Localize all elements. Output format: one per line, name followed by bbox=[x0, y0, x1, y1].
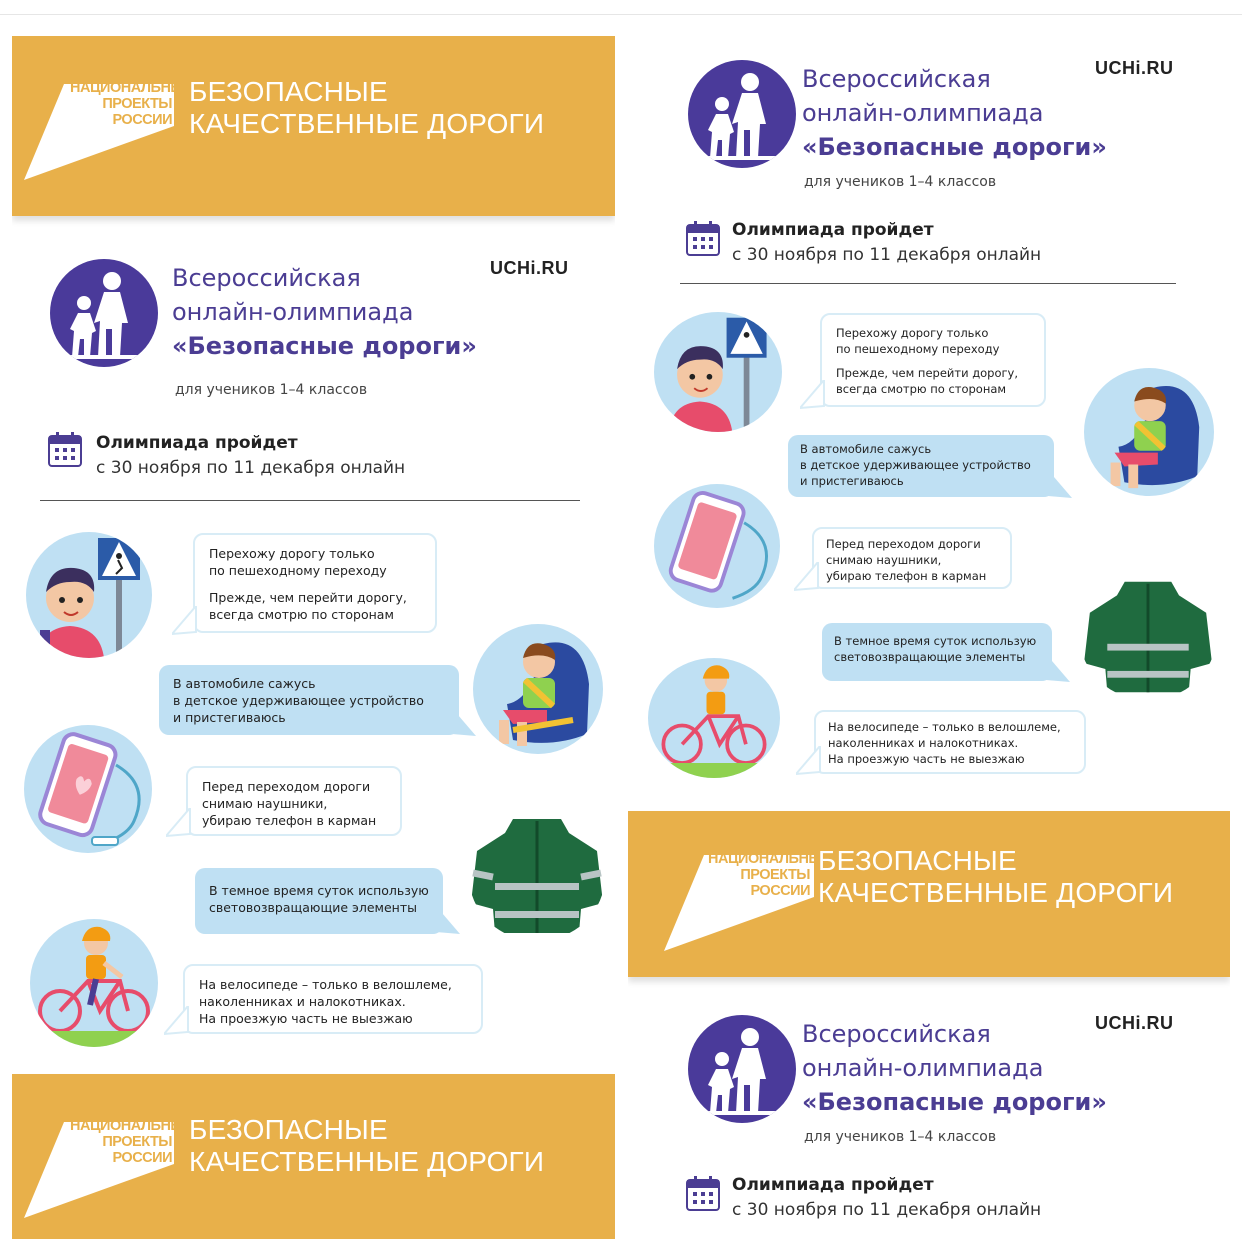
crosswalk-boy-icon bbox=[654, 312, 782, 432]
reflective-jacket-icon bbox=[1080, 574, 1216, 700]
uchi-brand-logo: UCHi.RU bbox=[490, 258, 569, 278]
banner-title: БЕЗОПАСНЫЕ КАЧЕСТВЕННЫЕ ДОРОГИ bbox=[818, 845, 1174, 908]
girl-bicycle-icon bbox=[30, 919, 158, 1047]
banner-middle-right bbox=[628, 811, 1230, 977]
np-logo-text: НАЦИОНАЛЬНЫЕ ПРОЕКТЫ РОССИИ bbox=[70, 80, 194, 128]
bubble-tail bbox=[1048, 470, 1074, 500]
rule-bubble-bicycle: На велосипеде – только в велошлеме, наколенниках и налокотниках. На проезжую часть не выезжаю bbox=[183, 964, 483, 1034]
bubble-tail bbox=[452, 708, 478, 738]
crosswalk-boy-icon bbox=[26, 532, 152, 658]
calendar-icon bbox=[686, 220, 720, 258]
olympiad-dates: Олимпиада пройдет с 30 ноября по 11 декабря онлайн bbox=[732, 1175, 1042, 1220]
rule-bubble-bicycle: На велосипеде – только в велошлеме, наколенниках и налокотниках. На проезжую часть не выезжаю bbox=[814, 710, 1086, 774]
header-divider bbox=[40, 500, 580, 501]
poster-header-right bbox=[628, 28, 1230, 308]
banner-title: БЕЗОПАСНЫЕ КАЧЕСТВЕННЫЕ ДОРОГИ bbox=[189, 1114, 545, 1177]
poster-header-left bbox=[12, 251, 615, 531]
olympiad-headline: Всероссийская онлайн-олимпиада «Безопасные дороги» bbox=[172, 264, 477, 360]
grades-text: для учеников 1–4 классов bbox=[804, 1129, 997, 1145]
phone-headphones-icon bbox=[24, 725, 152, 853]
bubble-tail bbox=[436, 906, 462, 936]
olympiad-headline: Всероссийская онлайн-олимпиада «Безопасные дороги» bbox=[802, 65, 1107, 161]
rule-bubble-crosswalk: Перехожу дорогу только по пешеходному переходу Прежде, чем перейти дорогу, всегда смотрю по сторонам bbox=[193, 533, 437, 633]
olympiad-dates: Олимпиада пройдет с 30 ноября по 11 декабря онлайн bbox=[732, 220, 1042, 265]
reflective-jacket-icon bbox=[469, 811, 605, 941]
bubble-tail bbox=[1046, 654, 1072, 684]
olympiad-dates: Олимпиада пройдет с 30 ноября по 11 декабря онлайн bbox=[96, 433, 406, 478]
np-logo-text: НАЦИОНАЛЬНЫЕ ПРОЕКТЫ РОССИИ bbox=[708, 851, 832, 899]
banner-bottom-left bbox=[12, 1074, 615, 1239]
bubble-tail bbox=[166, 808, 192, 838]
phone-headphones-icon bbox=[654, 484, 780, 608]
rule-bubble-car-seat: В автомобиле сажусь в детское удерживающее устройство и пристегиваюсь bbox=[788, 435, 1054, 497]
rule-bubble-reflective: В темное время суток использую световозвращающие элементы bbox=[195, 868, 443, 934]
bubble-tail bbox=[796, 746, 822, 776]
poster-left bbox=[12, 36, 615, 1239]
calendar-icon bbox=[686, 1175, 720, 1213]
grades-text: для учеников 1–4 классов bbox=[804, 174, 997, 190]
poster-header-right-2 bbox=[628, 983, 1230, 1239]
banner-title: БЕЗОПАСНЫЕ КАЧЕСТВЕННЫЕ ДОРОГИ bbox=[189, 76, 545, 139]
child-car-seat-icon bbox=[473, 624, 603, 754]
banner-top-left bbox=[12, 36, 615, 216]
rule-bubble-reflective: В темное время суток использую световозвращающие элементы bbox=[822, 623, 1052, 681]
pedestrians-emblem-icon bbox=[50, 259, 158, 367]
pedestrians-emblem-icon bbox=[688, 60, 796, 168]
header-divider bbox=[680, 283, 1176, 284]
uchi-brand-logo: UCHi.RU bbox=[1095, 58, 1174, 78]
rule-bubble-car-seat: В автомобиле сажусь в детское удерживающее устройство и пристегиваюсь bbox=[159, 665, 459, 735]
rule-bubble-crosswalk: Перехожу дорогу только по пешеходному переходу Прежде, чем перейти дорогу, всегда смотрю по сторонам bbox=[820, 313, 1046, 407]
girl-bicycle-icon bbox=[648, 658, 780, 778]
poster-right bbox=[628, 28, 1230, 1239]
calendar-icon bbox=[48, 431, 82, 469]
top-divider bbox=[0, 14, 1242, 15]
uchi-brand-logo: UCHi.RU bbox=[1095, 1013, 1174, 1033]
child-car-seat-icon bbox=[1084, 368, 1214, 496]
bubble-tail bbox=[164, 1006, 190, 1036]
bubble-tail bbox=[794, 562, 820, 592]
grades-text: для учеников 1–4 классов bbox=[175, 382, 368, 398]
bubble-tail bbox=[172, 606, 198, 636]
rule-bubble-phone: Перед переходом дороги снимаю наушники, убираю телефон в карман bbox=[186, 766, 402, 836]
olympiad-headline: Всероссийская онлайн-олимпиада «Безопасные дороги» bbox=[802, 1020, 1107, 1116]
pedestrians-emblem-icon bbox=[688, 1015, 796, 1123]
bubble-tail bbox=[800, 380, 826, 410]
np-logo-text: НАЦИОНАЛЬНЫЕ ПРОЕКТЫ РОССИИ bbox=[70, 1118, 194, 1166]
rule-bubble-phone: Перед переходом дороги снимаю наушники, убираю телефон в карман bbox=[812, 527, 1012, 589]
